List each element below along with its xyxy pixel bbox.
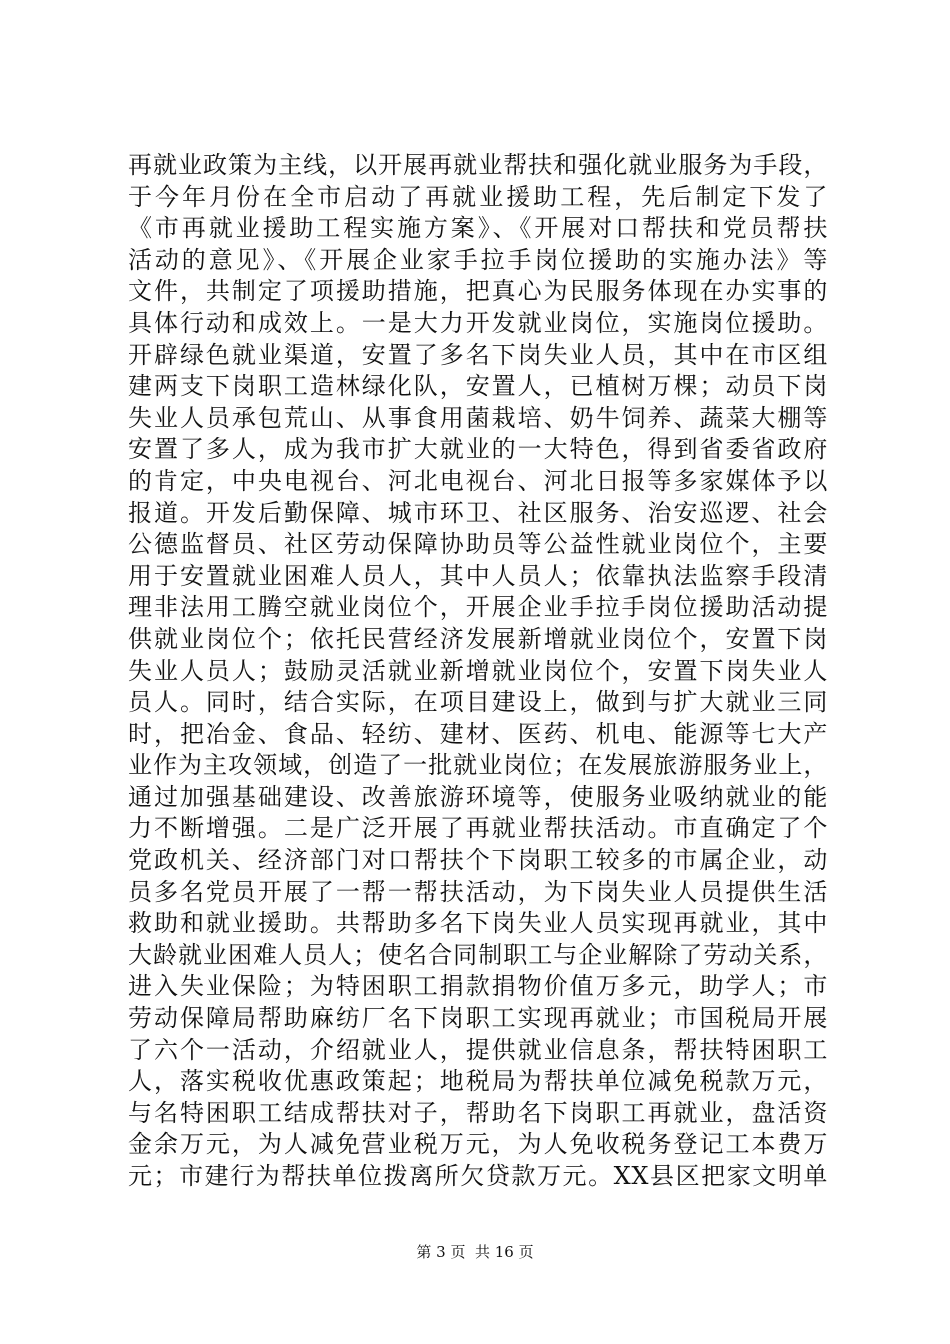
text-line: 员人。同时，结合实际，在项目建设上，做到与扩大就业三同 — [128, 688, 828, 717]
text-line: 《市再就业援助工程实施方案》、《开展对口帮扶和党员帮扶 — [128, 214, 828, 243]
text-line: 供就业岗位个；依托民营经济发展新增就业岗位个，安置下岗 — [128, 624, 828, 653]
text-line: 力不断增强。二是广泛开展了再就业帮扶活动。市直确定了个 — [128, 814, 828, 843]
text-line: 劳动保障局帮助麻纺厂名下岗职工实现再就业；市国税局开展 — [128, 1004, 828, 1033]
text-line: 具体行动和成效上。一是大力开发就业岗位，实施岗位援助。 — [128, 308, 828, 337]
text-line: 人，落实税收优惠政策起；地税局为帮扶单位减免税款万元， — [128, 1067, 828, 1096]
text-line: 党政机关、经济部门对口帮扶个下岗职工较多的市属企业，动 — [128, 846, 828, 875]
text-line: 开辟绿色就业渠道，安置了多名下岗失业人员，其中在市区组 — [128, 340, 828, 369]
text-line: 通过加强基础建设、改善旅游环境等，使服务业吸纳就业的能 — [128, 782, 828, 811]
text-line: 员多名党员开展了一帮一帮扶活动，为下岗失业人员提供生活 — [128, 877, 828, 906]
body-text — [128, 150, 828, 1193]
text-line: 失业人员人；鼓励灵活就业新增就业岗位个，安置下岗失业人 — [128, 656, 828, 685]
text-line: 进入失业保险；为特困职工捐款捐物价值万多元，助学人；市 — [128, 972, 828, 1001]
text-line: 大龄就业困难人员人；使名合同制职工与企业解除了劳动关系， — [128, 940, 828, 969]
text-line: 理非法用工腾空就业岗位个，开展企业手拉手岗位援助活动提 — [128, 593, 828, 622]
text-line: 了六个一活动，介绍就业人，提供就业信息条，帮扶特困职工 — [128, 1035, 828, 1064]
text-line: 再就业政策为主线，以开展再就业帮扶和强化就业服务为手段， — [128, 151, 828, 179]
text-line: 报道。开发后勤保障、城市环卫、社区服务、治安巡逻、社会 — [128, 498, 828, 527]
text-line: 文件，共制定了项援助措施，把真心为民服务体现在办实事的 — [128, 277, 828, 306]
text-line: 公德监督员、社区劳动保障协助员等公益性就业岗位个，主要 — [128, 530, 828, 559]
text-line: 金余万元，为人减免营业税万元，为人免收税务登记工本费万 — [128, 1130, 828, 1159]
text-line: 业作为主攻领域，创造了一批就业岗位；在发展旅游服务业上， — [128, 751, 828, 780]
text-line: 时，把冶金、食品、轻纺、建材、医药、机电、能源等七大产 — [128, 719, 828, 748]
text-line: 的肯定，中央电视台、河北电视台、河北日报等多家媒体予以 — [128, 466, 828, 495]
text-line: 元；市建行为帮扶单位拨离所欠贷款万元。XX县区把家文明单 — [128, 1162, 828, 1190]
page-footer: 第 3 页 共 16 页 — [416, 1243, 534, 1261]
text-line: 活动的意见》、《开展企业家手拉手岗位援助的实施办法》等 — [128, 245, 828, 274]
text-line: 失业人员承包荒山、从事食用菌栽培、奶牛饲养、蔬菜大棚等 — [128, 403, 828, 432]
text-line: 安置了多人，成为我市扩大就业的一大特色，得到省委省政府 — [128, 435, 828, 464]
text-line: 用于安置就业困难人员人，其中人员人；依靠执法监察手段清 — [128, 561, 828, 590]
text-line: 建两支下岗职工造林绿化队，安置人，已植树万棵；动员下岗 — [128, 372, 828, 401]
text-line: 与名特困职工结成帮扶对子，帮助名下岗职工再就业，盘活资 — [128, 1098, 828, 1127]
text-line: 于今年月份在全市启动了再就业援助工程，先后制定下发了 — [128, 182, 828, 211]
text-line: 救助和就业援助。共帮助多名下岗失业人员实现再就业，其中 — [128, 909, 828, 938]
